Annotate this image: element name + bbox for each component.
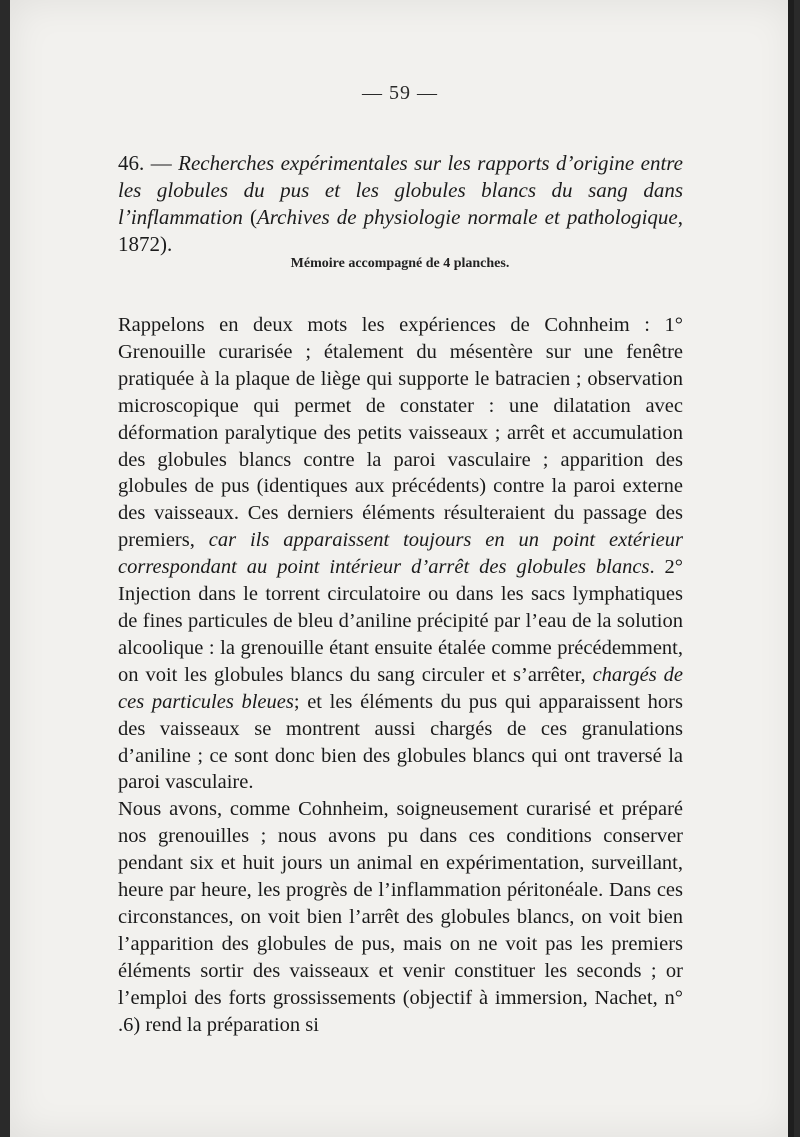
body-text: [118, 312, 683, 1038]
paragraph-1: [118, 312, 683, 796]
paragraph-1-text-b: . 2° Injection dans le torrent circulatoire ou dans les sacs lymphatiques de fines particules de bleu d’aniline précipité par l’eau de la solution alcoolique : la grenouille étant ensuite étalée comme précédemment, on voit les globules blancs du sang circuler et s’arrêter,: [118, 556, 684, 686]
paragraph-1-emphasis-b: chargés de ces particules bleues: [118, 663, 684, 713]
plates-note: Mémoire accompagné de 4 planches.: [290, 256, 510, 271]
journal-name: Archives de physiologie normale et pathologique: [256, 205, 678, 229]
paragraph-1-emphasis-a: car ils apparaissent toujours en un point extérieur correspondant au point intérieur d’arrêt des globules blancs: [118, 529, 683, 579]
paragraph-1-text-a: Rappelons en deux mots les expériences de Cohnheim : 1° Grenouille curarisée ; étalement du mésentère sur une fenêtre pratiquée à la plaque de liège qui supporte le batracien ; observation microscopique qui permet de constater : une dilatation avec déformation paralytique des petits vaisseaux ; arrêt et accumulation des globules blancs contre la paroi vasculaire ; apparition des globules de pus (identiques aux précédents) contre la paroi externe des vaisseaux. Ces derniers éléments résulteraient du passage des premiers,: [118, 314, 683, 552]
paren-open: (: [242, 205, 257, 229]
page-number: — 59 —: [362, 82, 438, 104]
paragraph-2: Nous avons, comme Cohnheim, soigneusement curarisé et préparé nos grenouilles ; nous avons pu dans ces conditions conserver pendant six et huit jours un animal en expérimentation, surveillant, heure par heure, les progrès de l’inflammation péritonéale. Dans ces circonstances, on voit bien l’arrêt des globules blancs, on voit bien l’apparition des globules de pus, mais on ne voit pas les premiers éléments sortir des vaisseaux et venir constituer les seconds ; or l’emploi des forts grossissements (objectif à immersion, Nachet, n° .6) rend la préparation si: [118, 798, 683, 1036]
paragraph-1-text-c: ; et les éléments du pus qui apparaissent hors des vaisseaux se montrent aussi chargés de ces granulations d’aniline ; ce sont donc bien des globules blancs qui ont traversé la paroi vasculaire.: [118, 690, 683, 794]
entry-year: , 1872).: [118, 205, 683, 256]
entry-title: Recherches expérimentales sur les rapports d’origine entre les globules du pus et les globules blancs du sang dans l’inflammation: [118, 151, 684, 229]
page-edge: [788, 0, 794, 1137]
entry-heading: [118, 150, 683, 258]
entry-number: 46. —: [118, 151, 179, 175]
